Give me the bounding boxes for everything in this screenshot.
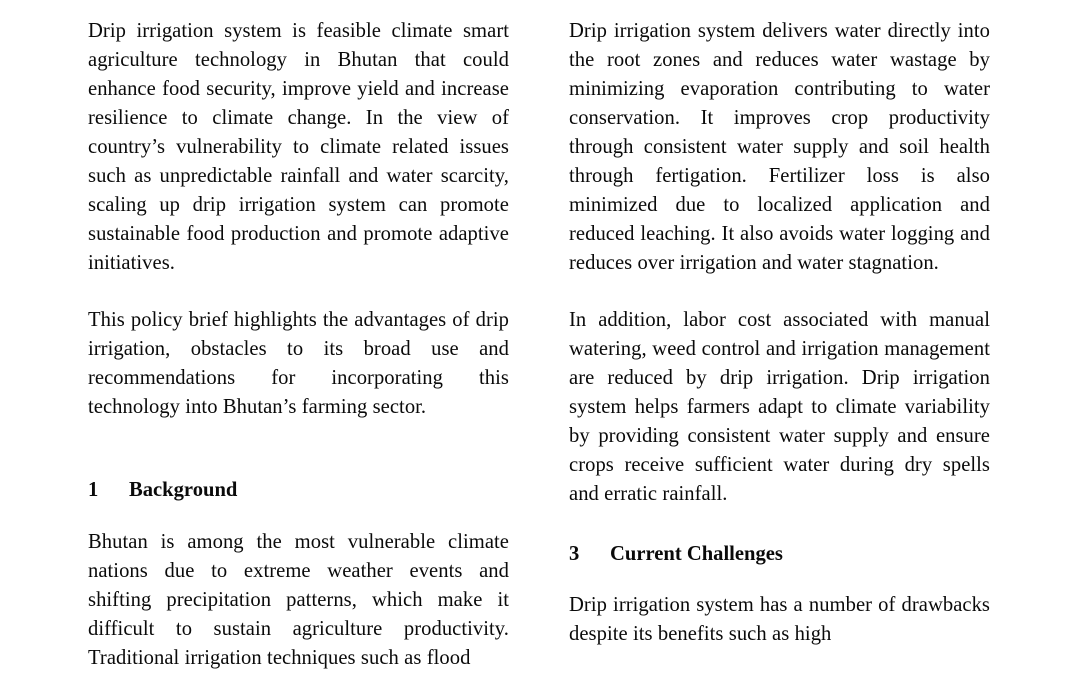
section-heading-background [88, 476, 509, 505]
paragraph: In addition, labor cost associated with manual watering, weed control and irrigation management are reduced by drip irrigation. Drip irrigation system helps farmers adapt to climate variability by providing consistent water supply and ensure crops receive sufficient water during dry spells and erratic rainfall. [569, 309, 990, 505]
section-heading-current-challenges [569, 540, 990, 569]
left-column-content [88, 17, 509, 673]
paragraph: Bhutan is among the most vulnerable climate nations due to extreme weather events and shifting precipitation patterns, which make it difficult to sustain agriculture productivity. Traditional irrigation techniques such as flood [88, 531, 509, 669]
paragraph: Drip irrigation system delivers water directly into the root zones and reduces water wastage by minimizing evaporation contributing to water conservation. It improves crop productivity through consistent water supply and soil health through fertigation. Fertilizer loss is also minimized due to localized application and reduced leaching. It also avoids water logging and reduces over irrigation and water stagnation. [569, 20, 990, 274]
paragraph: Drip irrigation system has a number of drawbacks despite its benefits such as high [569, 594, 990, 645]
section-number: 3 [569, 543, 580, 565]
right-column-content [569, 17, 990, 649]
left-column [88, 0, 509, 673]
section-title: Current Challenges [610, 543, 783, 565]
paragraph: This policy brief highlights the advantages of drip irrigation, obstacles to its broad use and recommendations for incorporating this technology into Bhutan’s farming sector. [88, 309, 509, 418]
section-title: Background [129, 479, 238, 501]
right-column [569, 0, 990, 649]
paragraph: Drip irrigation system is feasible climate smart agriculture technology in Bhutan that could enhance food security, improve yield and increase resilience to climate change. In the view of country’s vulnerability to climate related issues such as unpredictable rainfall and water scarcity, scaling up drip irrigation system can promote sustainable food production and promote adaptive initiatives. [88, 20, 509, 274]
section-number: 1 [88, 479, 99, 501]
